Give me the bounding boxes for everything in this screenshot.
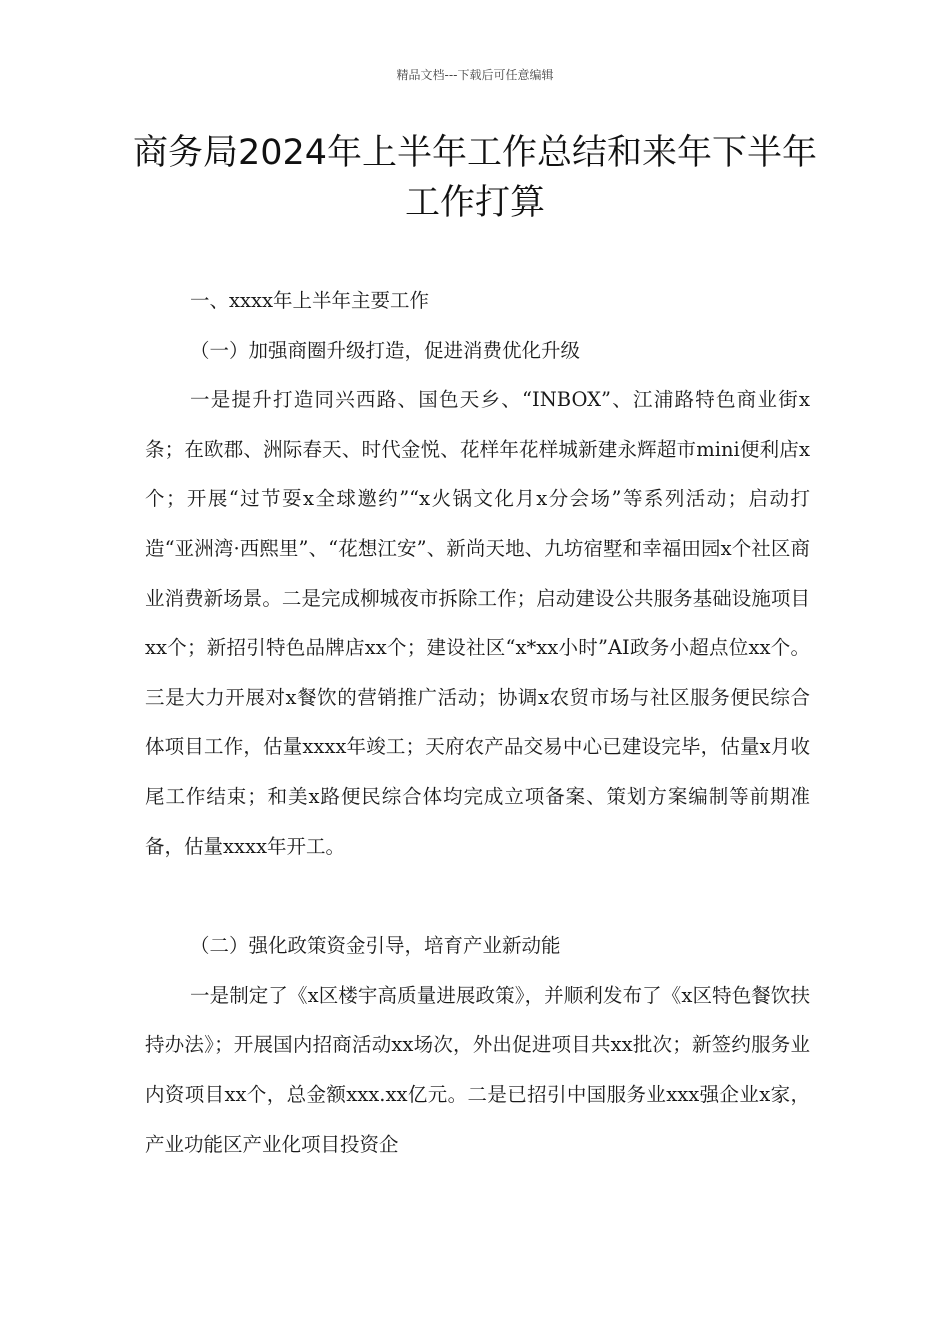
subsection-heading: （一）加强商圈升级打造，促进消费优化升级	[190, 338, 581, 362]
document-title: 商务局2024年上半年工作总结和来年下半年工作打算	[132, 133, 818, 223]
paragraph: 一是制定了《x区楼宇高质量进展政策》，并顺利发布了《x区特色餐饮扶持办法》；开展国内招商活动xx场次，外出促进项目共xx批次；新签约服务业内资项目xx个，总金额xxx.xx亿元。二是已招引中国服务业xxx强企业x家，产业功能区产业化项目投资企	[145, 983, 810, 1156]
subsection-heading: （二）强化政策资金引导，培育产业新动能	[190, 934, 561, 958]
page-header: 精品文档---下载后可任意编辑	[396, 68, 554, 82]
document-body	[145, 276, 810, 1169]
paragraph-spacer	[145, 871, 810, 921]
section-heading: 一、xxxx年上半年主要工作	[190, 289, 429, 312]
paragraph: 一是提升打造同兴西路、国色天乡、“INBOX”、江浦路特色商业街x条；在欧郡、洲际春天、时代金悦、花样年花样城新建永辉超市mini便利店x个；开展“过节耍x全球邀约”“x火锅文化月x分会场”等系列活动；启动打造“亚洲湾·西熙里”、“花想江安”、新尚天地、九坊宿墅和幸福田园x个社区商业消费新场景。二是完成柳城夜市拆除工作；启动建设公共服务基础设施项目xx个；新招引特色品牌店xx个；建设社区“x*xx小时”AI政务小超点位xx个。三是大力开展对x餐饮的营销推广活动；协调x农贸市场与社区服务便民综合体项目工作，估量xxxx年竣工；天府农产品交易中心已建设完毕，估量x月收尾工作结束；和美x路便民综合体均完成立项备案、策划方案编制等前期准备，估量xxxx年开工。	[145, 388, 810, 858]
